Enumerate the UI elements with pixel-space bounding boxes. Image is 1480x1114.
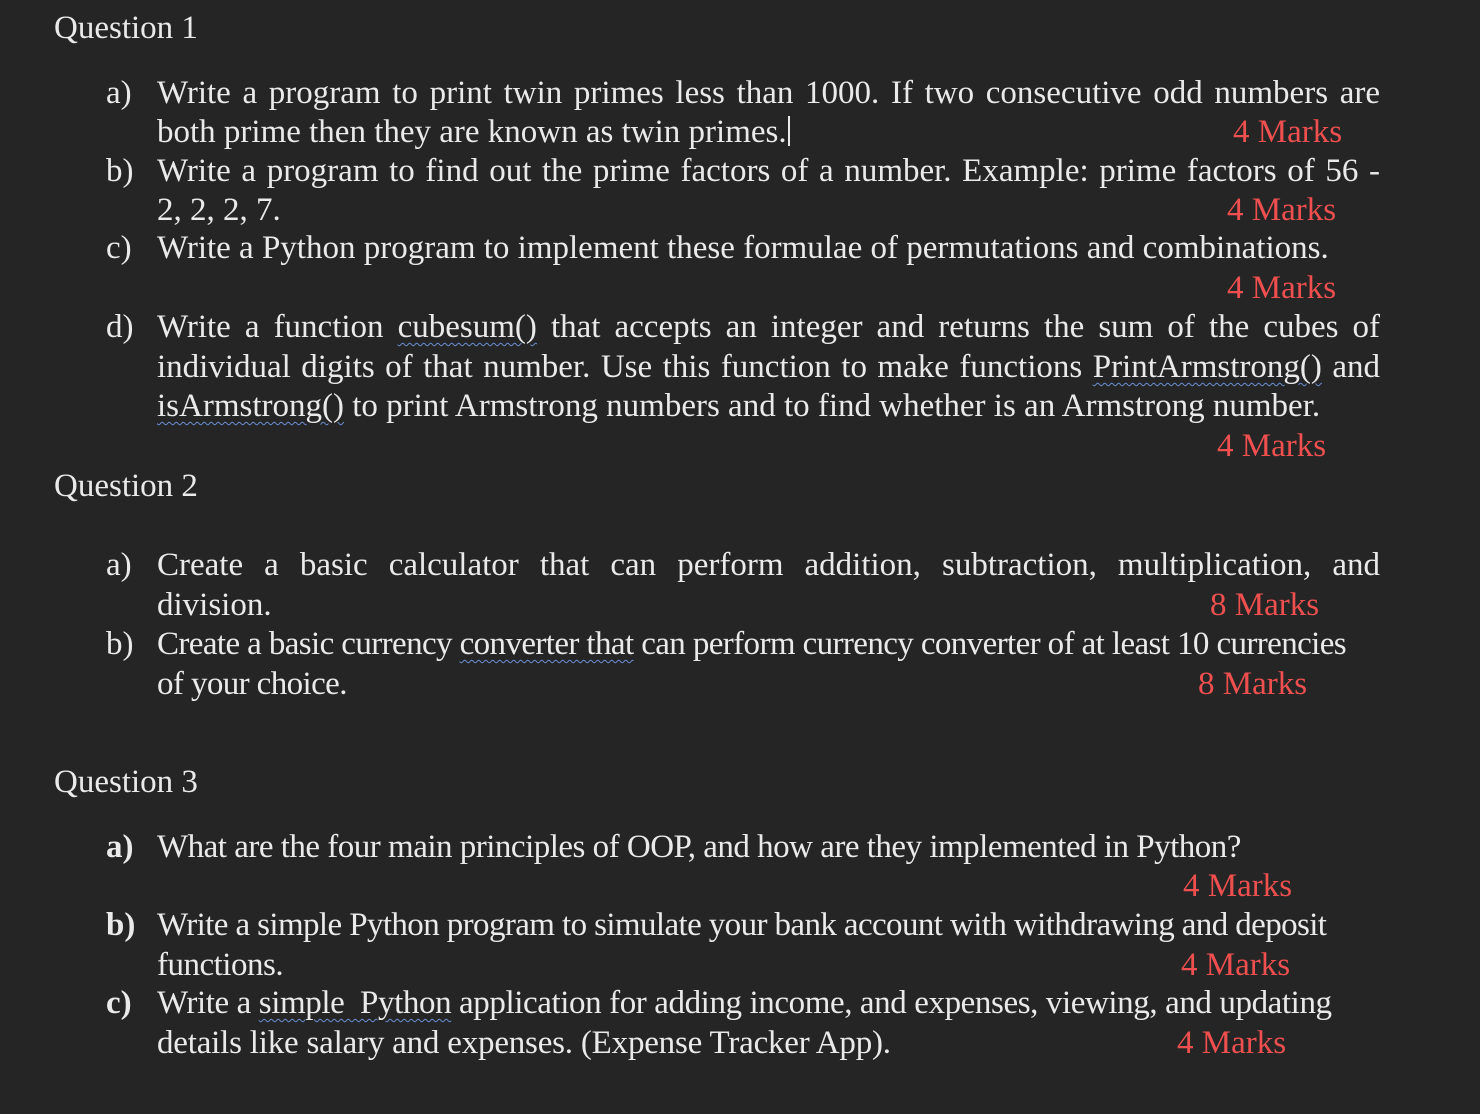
q1a-text-line-2 — [157, 114, 790, 151]
q3c-label: c) — [106, 985, 132, 1021]
q3b-marks: 4 Marks — [1181, 947, 1291, 983]
q2b-marks: 8 Marks — [1198, 666, 1308, 702]
q1b-marks: 4 Marks — [1227, 192, 1337, 228]
question-3-heading: Question 3 — [54, 764, 198, 800]
q3c-text-line-2: details like salary and expenses. (Expense Tracker App). — [157, 1025, 891, 1061]
q1b-text-line-1: Write a program to find out the prime factors of a number. Example: prime factors of 56 - — [157, 153, 1380, 189]
q2b-label: b) — [106, 626, 134, 662]
q2a-text-line-2: division. — [157, 587, 272, 623]
q3c-marks: 4 Marks — [1177, 1025, 1287, 1061]
q2b-line-1-end: can perform currency converter of at least 10 currencies — [641, 626, 1347, 662]
q1a-label: a) — [106, 75, 132, 111]
q3b-label: b) — [106, 907, 136, 943]
printarmstrong-function-name: PrintArmstrong() — [1092, 349, 1322, 385]
q3b-text-line-1: Write a simple Python program to simulate your bank account with withdrawing and deposit — [157, 907, 1327, 943]
q1a-marks: 4 Marks — [1233, 114, 1343, 150]
q1c-marks: 4 Marks — [1227, 270, 1337, 306]
q2b-line-1-start: Create a basic currency — [157, 626, 452, 662]
q2b-text-line-1 — [157, 626, 1346, 663]
q1d-text-line-1 — [157, 309, 1380, 346]
q1c-text-line-1: Write a Python program to implement these formulae of permutations and combinations. — [157, 230, 1329, 266]
converter-that-phrase: converter that — [459, 626, 634, 662]
q1d-line-3-end: to print Armstrong numbers and to find whether is an Armstrong number. — [352, 388, 1321, 424]
q1d-marks: 4 Marks — [1217, 428, 1327, 464]
text-cursor — [788, 116, 790, 146]
q3b-text-line-2: functions. — [157, 947, 284, 983]
q2b-text-line-2: of your choice. — [157, 666, 347, 702]
cubesum-function-name: cubesum() — [397, 309, 537, 345]
q1d-line-2-end: and — [1332, 349, 1381, 385]
q3c-line-1-end: application for adding income, and expenses, viewing, and updating — [459, 985, 1332, 1021]
q1d-label: d) — [106, 309, 134, 345]
q3a-marks: 4 Marks — [1183, 868, 1293, 904]
q1d-line-2-start: individual digits of that number. Use this function to make functions — [157, 349, 1083, 385]
q3a-text-line-1: What are the four main principles of OOP, and how are they implemented in Python? — [157, 829, 1241, 865]
q3c-line-1-start: Write a — [157, 985, 251, 1021]
q3a-label: a) — [106, 829, 134, 865]
question-2-heading: Question 2 — [54, 468, 198, 504]
q1d-line-1-end: that accepts an integer and returns the sum of the cubes of — [550, 309, 1381, 345]
q2a-text-line-1: Create a basic calculator that can perform addition, subtraction, multiplication, and — [157, 547, 1380, 583]
q1d-text-line-2 — [157, 349, 1380, 386]
q2a-marks: 8 Marks — [1210, 587, 1320, 623]
q1a-text-line-1: Write a program to print twin primes less than 1000. If two consecutive odd numbers are — [157, 75, 1380, 111]
q1d-line-1-start: Write a function — [157, 309, 384, 345]
q1a-text-line-2-content: both prime then they are known as twin primes. — [157, 114, 787, 150]
q1c-label: c) — [106, 230, 132, 266]
q3c-text-line-1 — [157, 985, 1332, 1022]
q1b-label: b) — [106, 153, 134, 189]
question-1-heading: Question 1 — [54, 10, 198, 46]
q1b-text-line-2: 2, 2, 2, 7. — [157, 192, 281, 228]
q2a-label: a) — [106, 547, 132, 583]
isarmstrong-function-name: isArmstrong() — [157, 388, 344, 424]
q1d-text-line-3 — [157, 388, 1320, 425]
simple-python-phrase: simple Python — [258, 985, 452, 1021]
